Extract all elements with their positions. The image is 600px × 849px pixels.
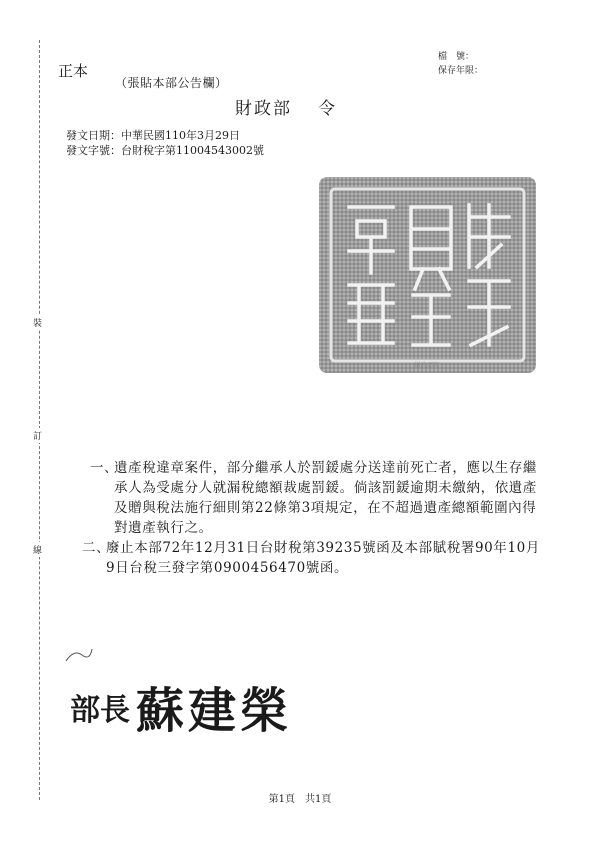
- document-type: 令: [318, 99, 337, 119]
- binding-mark-zhuang: 裝: [33, 315, 42, 330]
- reference-number-value: 台財稅字第11004543002號: [121, 144, 264, 157]
- pen-mark: [64, 645, 94, 665]
- body-item-number: 二、: [82, 540, 111, 556]
- body-item-2: [82, 538, 540, 578]
- minister-signature-block: [70, 672, 292, 741]
- reference-number-label: 發文字號：: [66, 144, 121, 157]
- reference-number: [66, 143, 264, 158]
- body-item-text: 廢止本部72年12月31日台財稅第39235號函及本部賦稅署90年10月9日台稅三發字第0900456470號函。: [106, 540, 540, 576]
- document-title: [235, 94, 337, 119]
- page-number: 第1頁 共1頁: [268, 794, 332, 805]
- official-seal: [319, 177, 536, 373]
- binding-line: [39, 40, 40, 800]
- body-item-1: [90, 458, 540, 538]
- retention-label: 保存年限：: [438, 66, 484, 76]
- archive-info: [438, 50, 483, 78]
- copy-label: 正本: [58, 62, 89, 80]
- notice-board-note: （張貼本部公告欄）: [115, 76, 228, 90]
- archive-number-label: 檔 號：: [438, 52, 475, 62]
- seal-legend: 財政部印: [414, 362, 440, 369]
- issue-date-label: 發文日期：: [66, 129, 121, 142]
- document-body: [82, 458, 540, 578]
- binding-mark-ding: 訂: [33, 428, 42, 443]
- minister-signature: 蘇建榮: [136, 683, 293, 739]
- issue-date: [66, 128, 264, 143]
- body-item-number: 一、: [90, 460, 119, 476]
- document-meta: [66, 128, 264, 158]
- agency-name: 財政部: [235, 99, 292, 119]
- body-item-text: 遺產稅違章案件，部分繼承人於罰鍰處分送達前死亡者，應以生存繼承人為受處分人就漏稅總額裁處罰鍰。倘該罰鍰逾期未繳納，依遺產及贈與稅法施行細則第22條第3項規定，在不超過遺產總額範圍內得對遺產執行之。: [114, 460, 537, 536]
- minister-title: 部長: [70, 692, 130, 728]
- binding-mark-xian: 線: [33, 542, 42, 557]
- issue-date-value: 中華民國110年3月29日: [121, 129, 240, 142]
